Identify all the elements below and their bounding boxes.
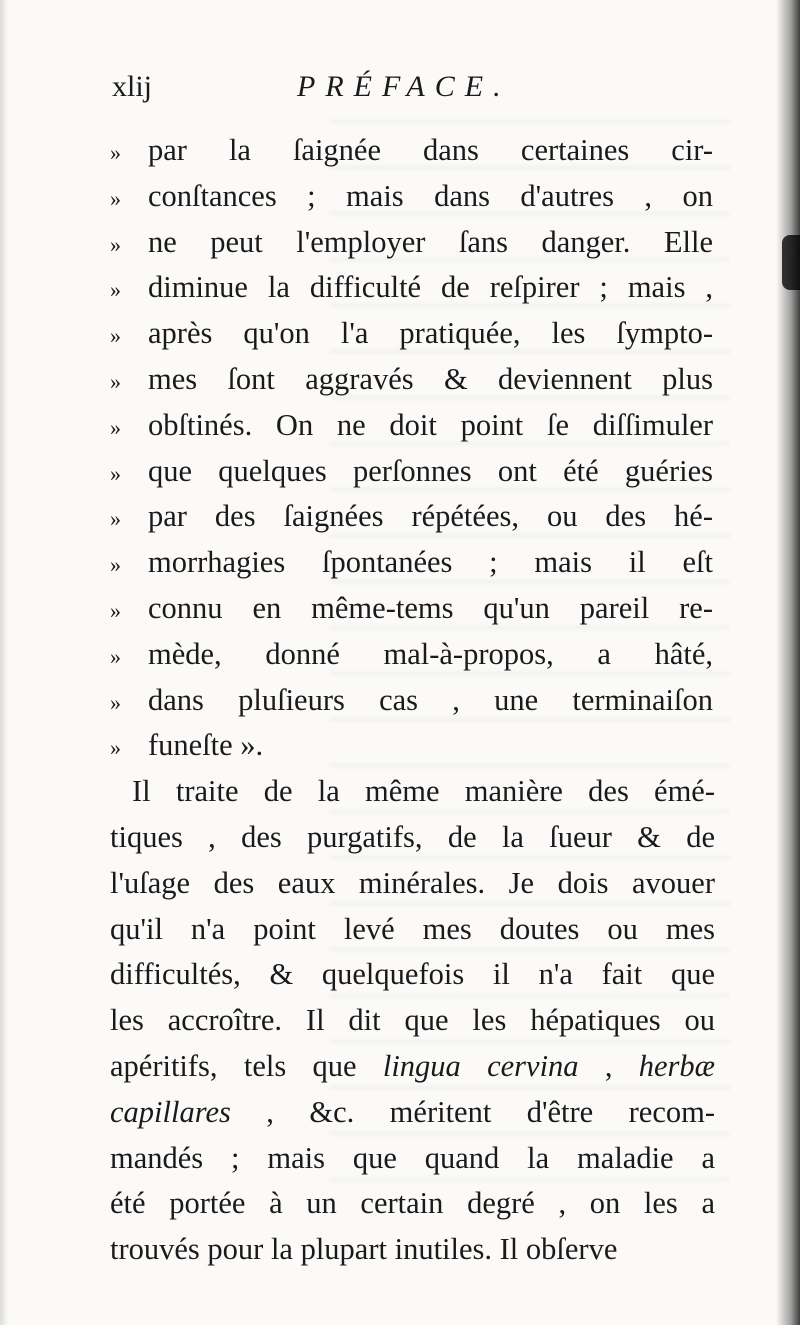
quoted-line: » après qu'on l'a pratiquée, les ſympto- [110,311,715,357]
quoted-line: » mes ſont aggravés & deviennent plus [110,357,715,403]
paragraph-line: difficultés, & quelquefois il n'a fait que [110,957,715,992]
paragraph-line: capillares , &c. méritent d'être recom- [110,1094,715,1129]
latin-term: herbæ [638,1048,715,1083]
quoted-line: » conſtances ; mais dans d'autres , on [110,174,715,220]
quote-mark: » [110,506,121,532]
quote-mark: » [110,414,121,440]
quoted-line: » mède, donné mal-à-propos, a hâté, [110,632,715,678]
paragraph-line: tiques , des purgatifs, de la ſueur & de [110,819,715,854]
quote-mark: » [110,460,121,486]
quote-mark: » [110,597,121,623]
quote-mark: » [110,323,121,349]
quoted-line: » morrhagies ſpontanées ; mais il eſt [110,540,715,586]
quote-mark: » [110,735,121,761]
page-right-shadow [776,0,800,1325]
quote-mark: » [110,140,121,165]
quoted-line: » diminue la difficulté de reſpirer ; mais , [110,265,715,311]
paragraph-line: Il traite de la même manière des émé- [132,774,715,809]
latin-term: lingua cervina [382,1048,579,1083]
paragraph-line: trouvés pour la plupart inutiles. Il obſerve [110,1232,618,1267]
quoted-line: » connu en même-tems qu'un pareil re- [110,586,715,632]
quote-mark: » [110,185,121,211]
quoted-line: » funeſte ». [110,723,715,769]
quoted-line: » par des ſaignées répétées, ou des hé- [110,494,715,540]
quote-mark: » [110,552,121,578]
latin-term: capillares [110,1094,231,1129]
page-number: xlij [112,70,153,103]
quote-mark: » [110,689,121,715]
body-text [110,128,715,1273]
running-head: PRÉFACE. [297,70,511,103]
quoted-line: » dans pluſieurs cas , une terminaiſon [110,678,715,724]
paragraph-line: apéritifs, tels que lingua cervina , herbæ [110,1048,715,1083]
quoted-line: » par la ſaignée dans certaines cir- [110,128,715,174]
page-left-shadow [0,0,8,1325]
quoted-line: » ne peut l'employer ſans danger. Elle [110,220,715,266]
paragraph-line: l'uſage des eaux minérales. Je dois avouer [110,865,715,900]
paragraph-line: qu'il n'a point levé mes doutes ou mes [110,911,715,946]
quote-mark: » [110,231,121,257]
quote-mark: » [110,368,121,394]
quote-mark: » [110,643,121,669]
paragraph-line: été portée à un certain degré , on les a [110,1186,715,1221]
paragraph-line: mandés ; mais que quand la maladie a [110,1140,715,1175]
page-header [112,70,712,110]
quoted-line: » que quelques perſonnes ont été guéries [110,449,715,495]
paragraph-line: les accroître. Il dit que les hépatiques ou [110,1003,715,1038]
quoted-line: » obſtinés. On ne doit point ſe diſſimuler [110,403,715,449]
quote-mark: » [110,277,121,303]
